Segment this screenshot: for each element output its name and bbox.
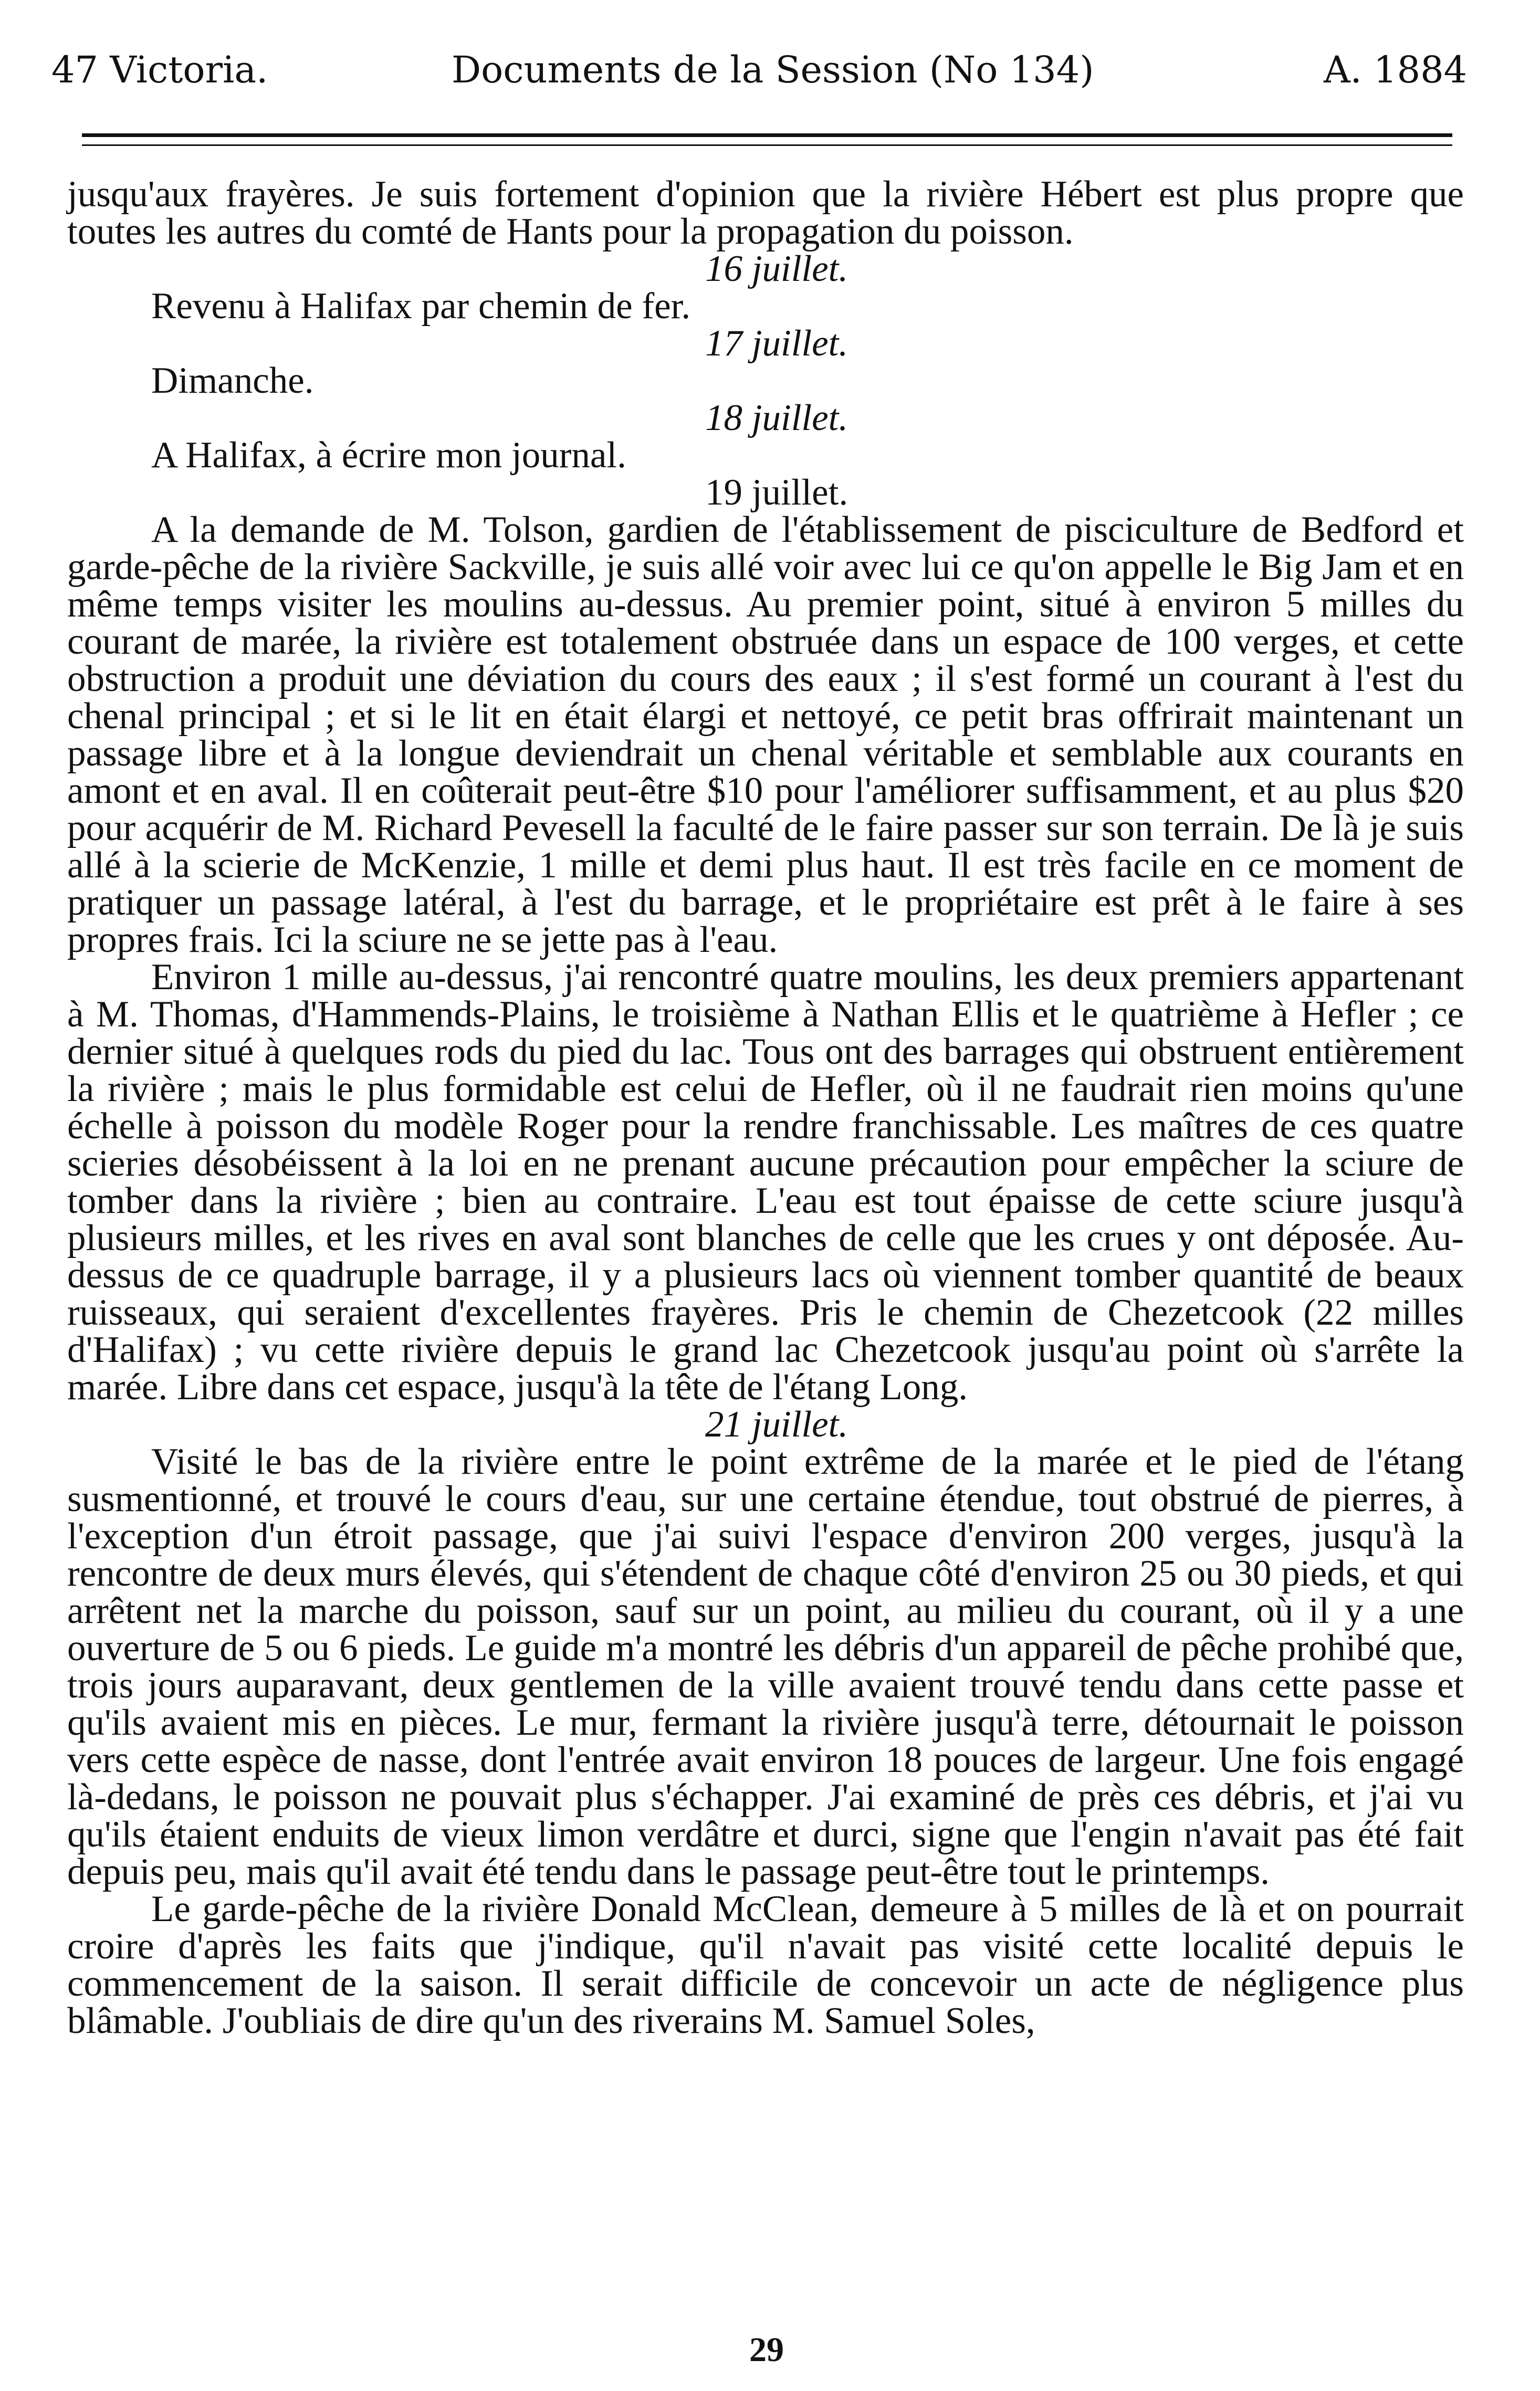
paragraph: Dimanche. [151, 360, 314, 401]
date-heading: 19 juillet. [705, 472, 848, 513]
header-volume: 47 Victoria. [51, 48, 268, 91]
running-header [51, 41, 1469, 99]
header-year: A. 1884 [1324, 48, 1468, 91]
paragraph: Le garde-pêche de la rivière Donald McClean, demeure à 5 milles de là et on pourrait croire d'après les faits que j'indique, qu'il n'avait pas visité cette localité depuis le commencement de la saison. Il serait difficile de concevoir un acte de négligence plus blâmable. J'oubliais de dire qu'un des riverains M. Samuel Soles, [67, 1889, 1464, 2041]
date-heading: 16 juillet. [705, 248, 848, 289]
paragraph: Visité le bas de la rivière entre le point extrême de la marée et le pied de l'étang susmentionné, et trouvé le cours d'eau, sur une certaine étendue, tout obstrué de pierres, à l'exception d'un étroit passage, que j'ai suivi l'espace d'environ 200 verges, jusqu'à la rencontre de deux murs élevés, qui s'étendent de chaque côté d'environ 25 ou 30 pieds, et qui arrêtent net la marche du poisson, sauf sur un point, au milieu du courant, où il y a une ouverture de 5 ou 6 pieds. Le guide m'a montré les débris d'un appareil de pêche prohibé que, trois jours auparavant, deux gentlemen de la ville avaient trouvé tendu dans cette passe et qu'ils avaient mis en pièces. Le mur, fermant la rivière jusqu'à terre, détournait le poisson vers cette espèce de nasse, dont l'entrée avait environ 18 pouces de largeur. Une fois engagé là-dedans, le poisson ne pouvait plus s'échapper. J'ai examiné de près ces débris, et j'ai vu qu'ils étaient enduits de vieux limon verdâtre et durci, signe que l'engin n'avait pas été fait depuis peu, mais qu'il avait été tendu dans le passage peut-être tout le printemps. [67, 1441, 1464, 1892]
paragraph: A la demande de M. Tolson, gardien de l'établissement de pisciculture de Bedford et garde-pêche de la rivière Sackville, je suis allé voir avec lui ce qu'on appelle le Big Jam et en même temps visiter les moulins au-dessus. Au premier point, situé à environ 5 milles du courant de marée, la rivière est totalement obstruée dans un espace de 100 verges, et cette obstruction a produit une déviation du cours des eaux ; il s'est formé un courant à l'est du chenal principal ; et si le lit en était élargi et nettoyé, ce petit bras offrirait maintenant un passage libre et à la longue deviendrait un chenal véritable et semblable aux courants en amont et en aval. Il en coûterait peut-être $10 pour l'améliorer suffisamment, et au plus $20 pour acquérir de M. Richard Pevesell la faculté de le faire passer sur son terrain. De là je suis allé à la scierie de McKenzie, 1 mille et demi plus haut. Il est très facile en ce moment de pratiquer un passage latéral, à l'est du barrage, et le propriétaire est prêt à le faire à ses propres frais. Ici la sciure ne se jette pas à l'eau. [67, 509, 1464, 960]
page-number: 29 [749, 2331, 784, 2369]
body-text [67, 176, 1464, 2040]
paragraph: Environ 1 mille au-dessus, j'ai rencontré quatre moulins, les deux premiers appartenant à M. Thomas, d'Hammends-Plains, le troisième à Nathan Ellis et le quatrième à Hefler ; ce dernier situé à quelques rods du pied du lac. Tous ont des barrages qui obstruent entièrement la rivière ; mais le plus formidable est celui de Hefler, où il ne faudrait rien moins qu'une échelle à poisson du modèle Roger pour la rendre franchissable. Les maîtres de ces quatre scieries désobéissent à la loi en ne prenant aucune précaution pour empêcher la sciure de tomber dans la rivière ; bien au contraire. L'eau est tout épaisse de cette sciure jusqu'à plusieurs milles, et les rives en aval sont blanches de celle que les crues y ont déposée. Au-dessus de ce quadruple barrage, il y a plusieurs lacs où viennent tomber quantité de beaux ruisseaux, qui seraient d'excellentes frayères. Pris le chemin de Chezetcook (22 milles d'Halifax) ; vu cette rivière depuis le grand lac Chezetcook jusqu'au point où s'arrête la marée. Libre dans cet espace, jusqu'à la tête de l'étang Long. [67, 957, 1464, 1408]
paragraph: A Halifax, à écrire mon journal. [151, 435, 626, 476]
header-title: Documents de la Session (No 134) [452, 48, 1094, 91]
header-rule-thick [82, 133, 1452, 137]
paragraph: Revenu à Halifax par chemin de fer. [151, 286, 691, 327]
date-heading: 18 juillet. [705, 397, 848, 438]
date-heading: 21 juillet. [705, 1404, 848, 1445]
paragraph: jusqu'aux frayères. Je suis fortement d'opinion que la rivière Hébert est plus propre que toutes les autres du comté de Hants pour la propagation du poisson. [67, 174, 1464, 252]
header-rule-thin [82, 144, 1452, 146]
date-heading: 17 juillet. [705, 323, 848, 364]
